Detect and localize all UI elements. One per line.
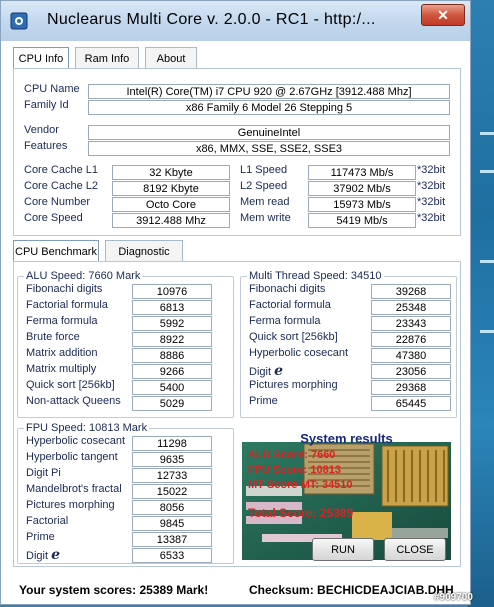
benchmark-label: [26, 331, 80, 343]
spec-label: Core Speed: [24, 212, 83, 224]
speed-value: 37902 Mb/s: [308, 181, 416, 196]
benchmark-value: 10976: [132, 284, 212, 299]
benchmark-label: [26, 283, 102, 295]
benchmark-label: [249, 315, 321, 327]
benchmark-value: 8056: [132, 500, 212, 515]
speed-value: 5419 Mb/s: [308, 213, 416, 228]
benchmark-label: [249, 331, 338, 343]
benchmark-label: [26, 347, 98, 359]
fpu-group: [17, 422, 234, 564]
spec-value: 3912.488 Mhz: [112, 213, 230, 228]
benchmark-label: [26, 451, 118, 463]
tab-about[interactable]: About: [145, 47, 197, 69]
system-score-text: Your system scores: 25389 Mark!: [19, 583, 209, 597]
benchmark-label-text: Fibonachi digits: [249, 283, 326, 295]
benchmark-label-text: Quick sort [256kb]: [26, 379, 115, 391]
speed-label: Mem read: [240, 196, 290, 208]
speed-suffix: *32bit: [417, 180, 446, 192]
alu-score: ALU Score: 7660: [248, 449, 336, 461]
benchmark-label: [249, 299, 331, 311]
benchmark-value: 12733: [132, 468, 212, 483]
checksum-text: Checksum: BECHICDEAJCIAB.DHH: [249, 583, 454, 597]
fpu-score: FPU Score: 10813: [248, 464, 341, 476]
speed-value: 117473 Mb/s: [308, 165, 416, 180]
cpu-name-field: Intel(R) Core(TM) i7 CPU 920 @ 2.67GHz [3912.488 Mhz]: [88, 84, 450, 99]
benchmark-label: [26, 315, 98, 327]
benchmark-label: [249, 379, 338, 391]
tab-cpu-benchmark[interactable]: CPU Benchmark: [13, 240, 99, 262]
benchmark-value: 5400: [132, 380, 212, 395]
benchmark-label-text: Ferma formula: [26, 315, 98, 327]
spec-value: Octo Core: [112, 197, 230, 212]
system-results-title: System results: [300, 431, 393, 446]
spec-label: Core Cache L1: [24, 164, 98, 176]
tab-ram-info[interactable]: Ram Info: [75, 47, 139, 69]
benchmark-value: 65445: [371, 396, 451, 411]
benchmark-value: 47380: [371, 348, 451, 363]
benchmark-label-text: Prime: [26, 531, 55, 543]
features-field: x86, MMX, SSE, SSE2, SSE3: [88, 141, 450, 156]
multi-thread-title: Multi Thread Speed: 34510: [249, 270, 382, 282]
benchmark-label: [26, 499, 115, 511]
benchmark-label: [26, 379, 115, 391]
family-id-field: x86 Family 6 Model 26 Stepping 5: [88, 100, 450, 115]
benchmark-value: 11298: [132, 436, 212, 451]
speed-suffix: *32bit: [417, 212, 446, 224]
window-title: Nuclearus Multi Core v. 2.0.0 - RC1 - http:/...: [47, 11, 376, 28]
benchmark-label-text: Matrix addition: [26, 347, 98, 359]
benchmark-value: 8886: [132, 348, 212, 363]
benchmark-label: [26, 515, 68, 527]
speed-suffix: *32bit: [417, 164, 446, 176]
benchmark-value: 5992: [132, 316, 212, 331]
speed-label: Mem write: [240, 212, 291, 224]
benchmark-label-text: Pictures morphing: [249, 379, 338, 391]
system-results-panel: [240, 428, 453, 562]
spec-label: Core Cache L2: [24, 180, 98, 192]
benchmark-label: [26, 435, 125, 447]
benchmark-label: [26, 467, 61, 479]
benchmark-label-text: Hyperbolic tangent: [26, 451, 118, 463]
benchmark-value: 9635: [132, 452, 212, 467]
benchmark-label: [26, 547, 60, 563]
e-glyph-icon: e: [51, 547, 60, 563]
alu-group: [17, 270, 234, 418]
benchmark-value: 5029: [132, 396, 212, 411]
benchmark-value: 23056: [371, 364, 451, 379]
fpu-speed-title: FPU Speed: 10813 Mark: [26, 422, 148, 434]
benchmark-label: [249, 283, 325, 295]
benchmark-label-text: Factorial formula: [249, 299, 331, 311]
tab-diagnostic[interactable]: Diagnostic: [105, 240, 183, 262]
benchmark-label-text: Pictures morphing: [26, 499, 115, 511]
speed-label: L2 Speed: [240, 180, 288, 192]
benchmark-label: [26, 299, 108, 311]
benchmark-label-text: Quick sort [256kb]: [249, 331, 338, 343]
benchmark-label-text: Matrix multiply: [26, 363, 97, 375]
benchmark-value: 39268: [371, 284, 451, 299]
benchmark-label: [249, 363, 283, 379]
benchmark-value: 8922: [132, 332, 212, 347]
window-close-button[interactable]: [421, 4, 465, 26]
family-id-label: Family Id: [24, 99, 69, 111]
benchmark-value: 29368: [371, 380, 451, 395]
benchmark-value: 15022: [132, 484, 212, 499]
benchmark-label: [26, 531, 55, 543]
benchmark-label: [249, 347, 348, 359]
spec-value: 8192 Kbyte: [112, 181, 230, 196]
benchmark-label-text: Factorial: [26, 515, 69, 527]
speed-suffix: *32bit: [417, 196, 446, 208]
mt-score: MT Score MT: 34510: [248, 479, 353, 491]
benchmark-label-text: Hyperbolic cosecant: [249, 347, 349, 359]
app-icon: [9, 11, 29, 31]
speed-label: L1 Speed: [240, 164, 288, 176]
benchmark-value: 6813: [132, 300, 212, 315]
title-bar[interactable]: [1, 1, 470, 41]
alu-speed-title: ALU Speed: 7660 Mark: [26, 270, 141, 282]
benchmark-label-text: Fibonachi digits: [26, 283, 103, 295]
benchmark-label: [26, 395, 121, 407]
tab-cpu-info[interactable]: CPU Info: [13, 47, 69, 69]
benchmark-label-text: Brute force: [26, 331, 80, 343]
vendor-label: Vendor: [24, 124, 59, 136]
benchmark-label: [249, 395, 278, 407]
benchmark-label-text: Digit: [26, 550, 49, 562]
benchmark-label-text: Mandelbrot's fractal: [26, 483, 122, 495]
benchmark-label-text: Hyperbolic cosecant: [26, 435, 126, 447]
desktop-background: [468, 0, 494, 607]
run-button[interactable]: RUN: [312, 538, 374, 561]
benchmark-value: 6533: [132, 548, 212, 563]
benchmark-label: [26, 363, 96, 375]
benchmark-value: 9845: [132, 516, 212, 531]
benchmark-value: 9266: [132, 364, 212, 379]
benchmark-label-text: Digit: [249, 366, 272, 378]
multi-thread-group: [240, 270, 457, 418]
total-score: Total Score: 25389: [248, 506, 354, 520]
benchmark-value: 22876: [371, 332, 451, 347]
benchmark-label-text: Ferma formula: [249, 315, 321, 327]
vendor-field: GenuineIntel: [88, 125, 450, 140]
benchmark-label-text: Prime: [249, 395, 278, 407]
benchmark-label-text: Factorial formula: [26, 299, 108, 311]
e-glyph-icon: e: [274, 363, 283, 379]
benchmark-value: 23343: [371, 316, 451, 331]
benchmark-value: 25348: [371, 300, 451, 315]
benchmark-label-text: Non-attack Queens: [26, 395, 121, 407]
spec-value: 32 Kbyte: [112, 165, 230, 180]
benchmark-label: [26, 483, 122, 495]
cpu-info-panel: [13, 68, 461, 236]
benchmark-label-text: Digit Pi: [26, 467, 61, 479]
close-icon: ✕: [437, 7, 449, 23]
cpu-name-label: CPU Name: [24, 83, 80, 95]
benchmark-value: 13387: [132, 532, 212, 547]
speed-value: 15973 Mb/s: [308, 197, 416, 212]
spec-label: Core Number: [24, 196, 91, 208]
watermark: #909700: [434, 592, 473, 603]
status-bar: [5, 575, 466, 603]
close-button[interactable]: CLOSE: [384, 538, 446, 561]
features-label: Features: [24, 140, 68, 152]
